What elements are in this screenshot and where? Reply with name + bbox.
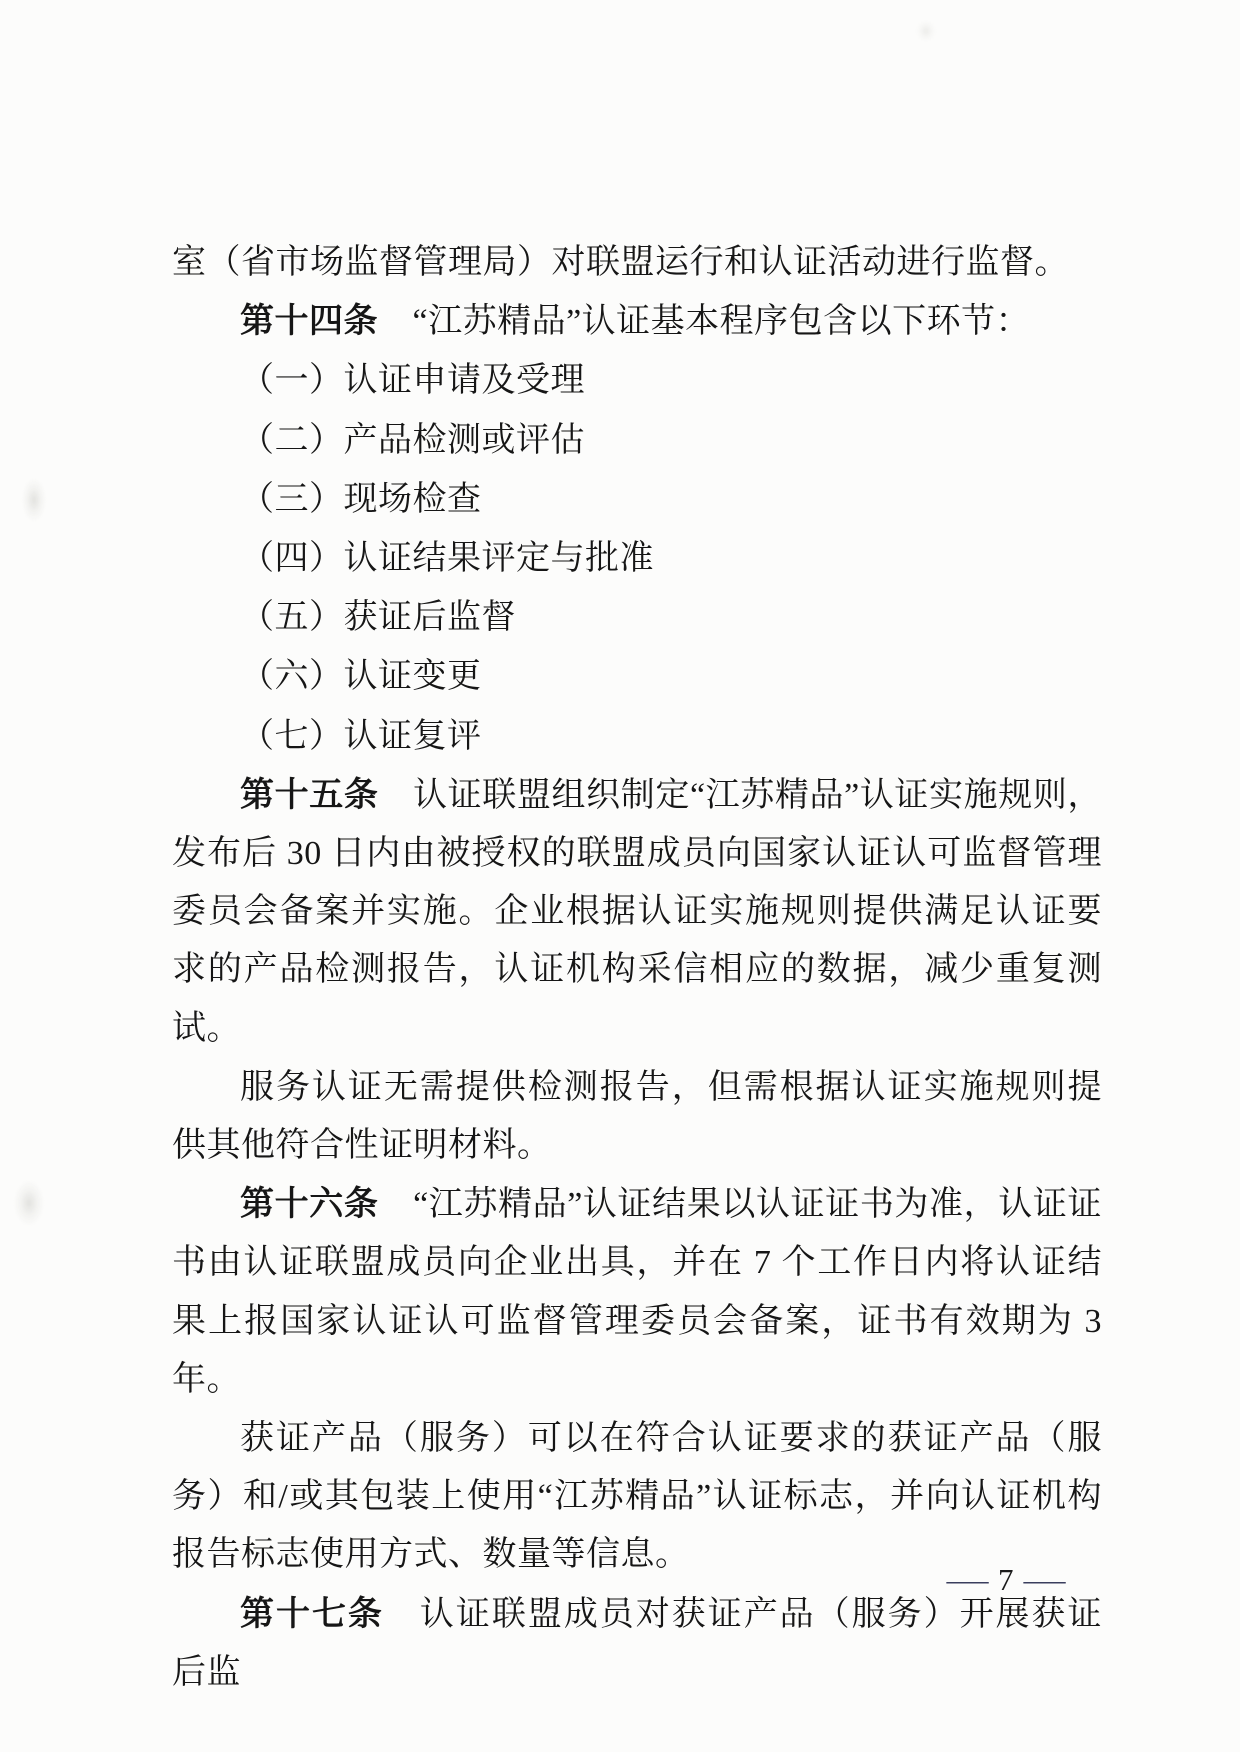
article-14-head: 第十四条 (240, 302, 378, 341)
list-item-text: （二）产品检测或评估 (240, 421, 585, 459)
article-16-head: 第十六条 (240, 1185, 379, 1224)
article-15-head: 第十五条 (240, 775, 379, 814)
paragraph-article-14 (172, 292, 1102, 351)
paragraph-text: 认证联盟组织制定“江苏精品”认证实施规则，发布后 30 日内由被授权的联盟成员向国家认证认可监督管理委员会备案并实施。企业根据认证实施规则提供满足认证要求的产品检测报告，认证机构采信相应的数据，减少重复测试。 (172, 776, 1102, 1047)
paragraph-text: 获证产品（服务）可以在符合认证要求的获证产品（服务）和/或其包装上使用“江苏精品”认证标志，并向认证机构报告标志使用方式、数量等信息。 (172, 1420, 1102, 1574)
article-17-head: 第十七条 (240, 1594, 384, 1633)
paragraph-text: “江苏精品”认证结果以认证证书为准，认证证书由认证联盟成员向企业出具，并在 7 个工作日内将认证结果上报国家认证认可监督管理委员会备案，证书有效期为 3 年。 (172, 1186, 1102, 1398)
procedure-item-4 (172, 529, 1102, 588)
list-item-text: （三）现场检查 (240, 480, 482, 518)
procedure-item-1 (172, 351, 1102, 410)
paragraph-text: 认证联盟成员对获证产品（服务）开展获证后监 (172, 1595, 1103, 1691)
paragraph-certified-products-marking (172, 1409, 1102, 1585)
list-item-text: （七）认证复评 (240, 717, 482, 755)
page-number-dash-right: — (1023, 1562, 1065, 1597)
paragraph-text: 室（省市场监督管理局）对联盟运行和认证活动进行监督。 (172, 244, 1069, 281)
procedure-item-5 (172, 588, 1102, 647)
paragraph-text: 服务认证无需提供检测报告，但需根据认证实施规则提供其他符合性证明材料。 (172, 1068, 1102, 1165)
paragraph-article-17 (172, 1585, 1102, 1702)
procedure-item-6 (172, 647, 1102, 706)
document-body (172, 233, 1102, 1702)
list-item-text: （四）认证结果评定与批准 (240, 540, 654, 578)
procedure-item-3 (172, 470, 1102, 529)
procedure-item-7 (172, 707, 1102, 766)
scan-artifact (14, 1180, 44, 1226)
list-item-text: （一）认证申请及受理 (240, 362, 585, 400)
page-number-dash-left: — (946, 1562, 989, 1597)
scan-artifact (22, 478, 46, 522)
paragraph-service-certification (172, 1058, 1102, 1175)
list-item-text: （六）认证变更 (240, 658, 482, 696)
procedure-item-2 (172, 411, 1102, 470)
paragraph-article-15 (172, 766, 1102, 1058)
page-number-value: 7 (998, 1562, 1014, 1597)
paragraph-continuation (172, 233, 1102, 292)
paragraph-article-16 (172, 1175, 1102, 1409)
scan-artifact (916, 20, 936, 42)
page-number (946, 1562, 1065, 1598)
paragraph-text: “江苏精品”认证基本程序包含以下环节： (378, 303, 1031, 341)
list-item-text: （五）获证后监督 (240, 599, 516, 637)
